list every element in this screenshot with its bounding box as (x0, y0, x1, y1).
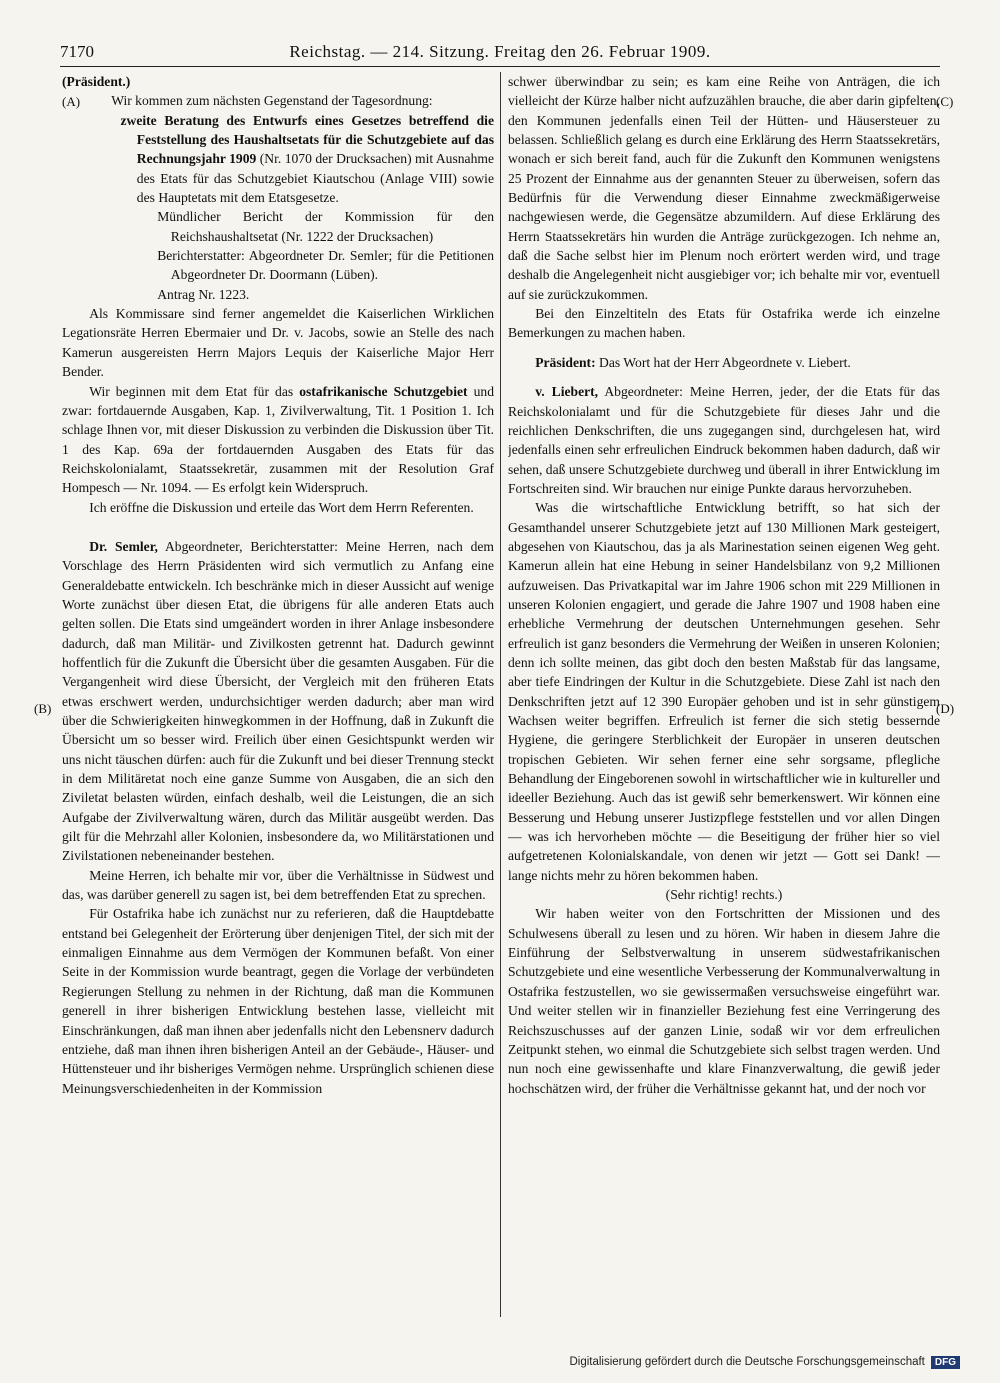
text-run-bold: ostafrikanische Schutzgebiet (299, 383, 468, 399)
motion-line: Antrag Nr. 1223. (157, 286, 250, 302)
text-run: Das Wort hat der Herr Abgeordnete v. Liebert. (599, 354, 851, 370)
margin-mark-a: (A) (62, 94, 81, 109)
paragraph: Was die wirtschaftliche Entwicklung betrifft, so hat sich der Gesamthandel unserer Schutzgebiete jetzt auf 130 Millionen Mark gesteigert, abgesehen von Kiautschou, das ja als Marinestation seinen eigenen Weg geht. Kamerun allein hat eine Hebung in seiner Handelsbilanz von 9,2 Millionen aufzuweisen. Das Privatkapital war im Jahre 1906 schon mit 229 Millionen in unseren Kolonien engagiert, und gerade die Jahre 1907 und 1908 haben eine erhebliche Vermehrung der deutschen Unternehmungen gesehen. Sehr erfreulich ist ganz besonders die Vermehrung der Weißen in unseren Kolonien; denn ich sollte meinen, das gibt doch den besten Maßstab für das langsame, aber tiefe Eindringen der Kultur in die Schutzgebiete. Diese Zahl ist nach den Denkschriften jetzt auf 12 390 Europäer gehoben und ist in sehr günstigem Wachsen weiter begriffen. Erfreulich ist ferner die sich stetig bessernde Hygiene, die geringere Sterblichkeit der Europäer in unseren deutschen tropischen Gebieten. Wir sehen ferner eine sehr sorgsame, pflegliche Behandlung der Eingeborenen sowohl in wirtschaftlicher wie in kultureller und ideeller Beziehung. Auch das ist gewiß sehr bemerkenswert. Wir können eine Besserung und Hebung unserer Justizpflege feststellen und vor allen Dingen — was ich hervorheben möchte — die Beseitigung der früher hier so viel aufgetretenen Kolonialskandale, von denen wir jetzt — Gott sei Dank! — lange nichts mehr zu hören bekommen haben. (508, 500, 940, 883)
dfg-logo: DFG (931, 1356, 960, 1369)
text-run: Wir beginnen mit dem Etat für das (89, 383, 294, 399)
spacer (508, 343, 940, 353)
paragraph: Als Kommissare sind ferner angemeldet die Kaiserlichen Wirklichen Legationsräte Herren Ebermaier und Dr. v. Jacobs, sowie an Stelle des nach Kamerun ausgereisten Herrn Majors Lequis der Kaiserliche Major Herr Bender. (62, 306, 494, 380)
agenda-item (62, 111, 494, 208)
margin-mark-d: (D) (936, 701, 955, 716)
text-run: Abgeordneter: Meine Herren, jeder, der die Etats für das Reichskolonialamt und für die Schutzgebiete für dieses Jahr und die reichlichen Denkschriften, die uns zugegangen sind, durchgelesen hat, wird jedenfalls einen sehr erfreulichen Eindruck bekommen haben dadurch, daß wir sehen, daß unsere Schutzgebiete durchweg und überall in ihrer Entwicklung im Fortschreiten sind. Wir brauchen nur einige Punkte daraus hervorzuheben. (508, 384, 940, 496)
text-run: Abgeordneter, Berichterstatter: Meine Herren, nach dem Vorschlage des Herrn Präsidenten wird sich vermutlich zu Anfang eine Generaldebatte entwickeln. Ich beschränke mich in dieser Aussicht auf wenige Worte zunächst über diesen Etat, die übrigens für alle anderen Etats auch gelten sollen. Die Etats sind umgeändert worden in ihrer Anlage insbesondere dadurch, daß man Militär- und Zivilkosten getrennt hat. Dadurch gewinnt hoffentlich für die Zukunft die Übersicht über die gesamten Ausgaben. Für die Vergangenheit wird diese Übersicht, der Vergleich mit den früheren Etats etwas erschwert werden, undurchsichtiger werden dadurch; aber man wird über die Schwierigkeiten hinwegkommen in der Hoffnung, daß in Zukunft die Übersicht um so besser wird. Freilich über einen Gesichtspunkt werden wir uns nicht täuschen dürfen: auch für die Zukunft und bei dieser Trennung steckt in dem Militäretat noch eine ganze Summe von Ausgaben, die an sich den Ziviletat belasten würden, einfach deshalb, weil die Leistungen, die an sich Aufgabe der Zivilverwaltung wären, durch das Militär ausgeübt werden. Das gilt für die Mehrzahl aller Kolonien, insbesondere da, wo Militärstationen und Zivilstationen nebeneinander bestehen. (62, 538, 494, 864)
text-run: und zwar: fortdauernde Ausgaben, Kap. 1, Zivilverwaltung, Tit. 1 Position 1. Ich schlage Ihnen vor, mit dieser Diskussion zu verbinden die Diskussion über Tit. 1 des Kap. 69a der fortdauernden Ausgaben des Etats für das Reichskolonialamt, Staatssekretär, zusammen mit der Resolution Graf Hompesch — Nr. 1094. — Es erfolgt kein Widerspruch. (62, 383, 494, 496)
page-number: 7170 (60, 42, 94, 61)
paragraph: Wir kommen zum nächsten Gegenstand der Tagesordnung: (111, 93, 433, 109)
agenda-title: zweite Beratung des Entwurfs eines Gesetzes betreffend die Feststellung des Haushaltsetats für die Schutzgebiete auf das Rechnungsjahr 1909 (120, 112, 494, 167)
speaker-label: (Präsident.) (62, 74, 131, 89)
speech-paragraph (508, 382, 940, 498)
president-statement (508, 353, 940, 372)
margin-mark-b: (B) (34, 701, 52, 716)
paragraph: schwer überwindbar zu sein; es kam eine Reihe von Anträgen, die ich vielleicht der Kürze halber nicht aufzuzählen brauche, die aber darin gipfelten, den Kommunen jedenfalls einen Teil der Hütten- und Häusersteuer zu belassen. Schließlich gelang es durch eine Erklärung des Herrn Staatssekretärs, wonach er sich bereit fand, auch für die Zukunft den Kommunen wenigstens 25 Prozent der Einnahme aus der genannten Steuer zu überweisen, sofern das Bedürfnis für die Verwendung dieser Einnahme zweckmäßigerweise nachgewiesen werde, die Gegensätze abzumildern. Auf diese Erklärung des Herrn Staatssekretärs hin wurden die Anträge zurückgezogen. Ich nehme an, daß die Sache selbst hier im Plenum noch erörtert werden wird, und trage deshalb die Angelegenheit nicht ausgiebiger vor; ich behalte mir vor, eventuell auf sie zurückzukommen. (508, 74, 940, 302)
speech-paragraph (62, 537, 494, 866)
paragraph: Bei den Einzeltiteln des Etats für Ostafrika werde ich einzelne Bemerkungen zu machen haben. (508, 306, 940, 341)
report-line: Mündlicher Bericht der Kommission für den Reichshaushaltsetat (Nr. 1222 der Drucksachen) (157, 209, 494, 244)
footer-text: Digitalisierung gefördert durch die Deutsche Forschungsgemeinschaft (569, 1356, 925, 1368)
paragraph: Wir haben weiter von den Fortschritten der Missionen und des Schulwesens überall zu lesen und zu hören. Wir haben in diesem Jahre die Einführung der Selbstverwaltung in unserem südwestafrikanischen Schutzgebiete und eine wesentliche Verbesserung der Kommunalverwaltung in Ostafrika festzustellen, wo sie gewissermaßen versuchsweise eingeführt war. Und weiter stellen wir in finanzieller Beziehung fest eine Verringerung des Reichszuschusses auf der ganzen Linie, sodaß wir vor dem erfreulichen Zeitpunkt stehen, wo einmal die Schutzgebiete sich selbst tragen werden. Und nun noch eine gewissenhafte und klare Finanzverwaltung, die gewiß jeder hochschätzen wird, der früher die Verhältnisse gekannt hat, und der noch vor (508, 906, 940, 1096)
right-column (508, 72, 940, 1317)
paragraph: Ich eröffne die Diskussion und erteile das Wort dem Herrn Referenten. (89, 499, 474, 515)
president-label: Präsident: (535, 354, 596, 370)
agenda-rest: (Nr. 1070 der Drucksachen) mit Ausnahme des Etats für das Schutzgebiet Kiautschou (Anlage VIII) sowie des Hauptetats mit dem Etatsgesetze. (136, 151, 494, 206)
footer-credit (569, 1356, 960, 1369)
margin-mark-c: (C) (936, 94, 954, 109)
page-title: Reichstag. — 214. Sitzung. Freitag den 26. Februar 1909. (289, 42, 711, 61)
spacer (508, 372, 940, 382)
speaker-name: Dr. Semler, (89, 538, 158, 554)
left-column (62, 72, 494, 1317)
column-divider (500, 72, 501, 1317)
speaker-name: v. Liebert, (535, 384, 599, 400)
rapporteur-line: Berichterstatter: Abgeordneter Dr. Semler; für die Petitionen Abgeordneter Dr. Doormann (Lüben). (157, 248, 494, 283)
page-header (60, 36, 940, 67)
spacer (62, 517, 494, 537)
paragraph: Für Ostafrika habe ich zunächst nur zu referieren, daß die Hauptdebatte entstand bei Gelegenheit der Erörterung über denjenigen Titel, der sich mit der einmaligen Einnahme aus dem Vermögen der Kommunen befaßt. Von einer Seite in der Kommission wurde beantragt, gegen die Vorlage der verbündeten Regierungen Stellung zu nehmen in der Richtung, daß man die Kommunen generell in ihrer bisherigen Entwicklung bestehen lasse, vielleicht mit Einschränkungen, daß man ihnen aber jedenfalls nicht den Lebensnerv dadurch entziehe, daß man ihnen ihren bisherigen Anteil an der Gebäude-, Häuser- und Hüttensteuer und ihr bisheriges Vermögen nehme. Ursprünglich schienen diese Meinungsverschiedenheiten in der Kommission (62, 906, 494, 1096)
paragraph (62, 382, 494, 498)
interjection: (Sehr richtig! rechts.) (665, 887, 783, 903)
paragraph: Meine Herren, ich behalte mir vor, über die Verhältnisse in Südwest und das, was darüber generell zu sagen ist, bei dem betreffenden Etat zu sprechen. (62, 867, 494, 903)
